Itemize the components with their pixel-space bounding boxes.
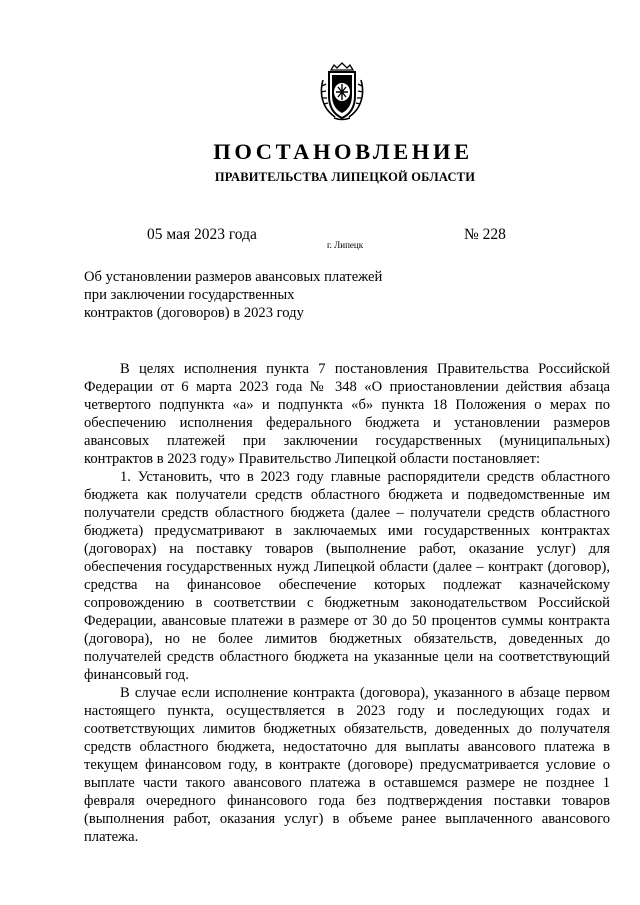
heading-line: Об установлении размеров авансовых платежей (84, 269, 383, 285)
body-paragraph: 1. Установить, что в 2023 году главные распорядители средств областного бюджета как получатели средств областного бюджета и подведомственные им получатели средств областного бюджета (далее – получатели средств областного бюджета) предусматривают в заключаемых ими государственных контрактах (договорах) на поставку товаров (выполнение работ, оказание услуг) для обеспечения государственных нужд Липецкой области (далее – контракт (договор), средства на финансовое обеспечение которых подлежат казначейскому сопровождению в соответствии с бюджетным законодательством Российской Федерации, авансовые платежи в размере от 30 до 50 процентов суммы контракта (договора), но не более лимитов бюджетных обязательств, доведенных до получателей средств областного бюджета на указанные цели на соответствующий финансовый год. (84, 469, 610, 683)
document-city: г. Липецк (327, 240, 364, 250)
document-title: ПОСТАНОВЛЕНИЕ (213, 139, 473, 164)
document-body (84, 360, 610, 846)
body-paragraph: В случае если исполнение контракта (договора), указанного в абзаце первом настоящего пункта, осуществляется в 2023 году и последующих годах и соответствующих лимитов бюджетных обязательств, доведенных до получателя средств областного бюджета, недостаточно для выплаты авансового платежа в текущем финансовом году, в контракте (договоре) предусматривается условие о выплате части такого авансового платежа в оставшемся размере не позднее 1 февраля очередного финансового года без подтверждения поставки товаров (выполнения работ, оказания услуг) в объеме ранее выплаченного авансового платежа. (84, 685, 610, 845)
document-number: № 228 (464, 226, 506, 243)
heading-line: контрактов (договоров) в 2023 году (84, 305, 304, 321)
heading-line: при заключении государственных (84, 287, 295, 303)
document-issuer: ПРАВИТЕЛЬСТВА ЛИПЕЦКОЙ ОБЛАСТИ (214, 170, 476, 184)
document-date: 05 мая 2023 года (147, 226, 257, 243)
document-heading (84, 268, 424, 322)
coat-of-arms-emblem (317, 62, 367, 122)
body-paragraph: В целях исполнения пункта 7 постановления Правительства Российской Федерации от 6 марта 2023 года № 348 «О приостановлении действия абзаца четвертого подпункта «а» и подпункта «б» пункта 18 Положения о мерах по обеспечению исполнения федерального бюджета и установлении размеров авансовых платежей при заключении государственных (муниципальных) контрактов в 2023 году» Правительство Липецкой области постановляет: (84, 361, 610, 467)
